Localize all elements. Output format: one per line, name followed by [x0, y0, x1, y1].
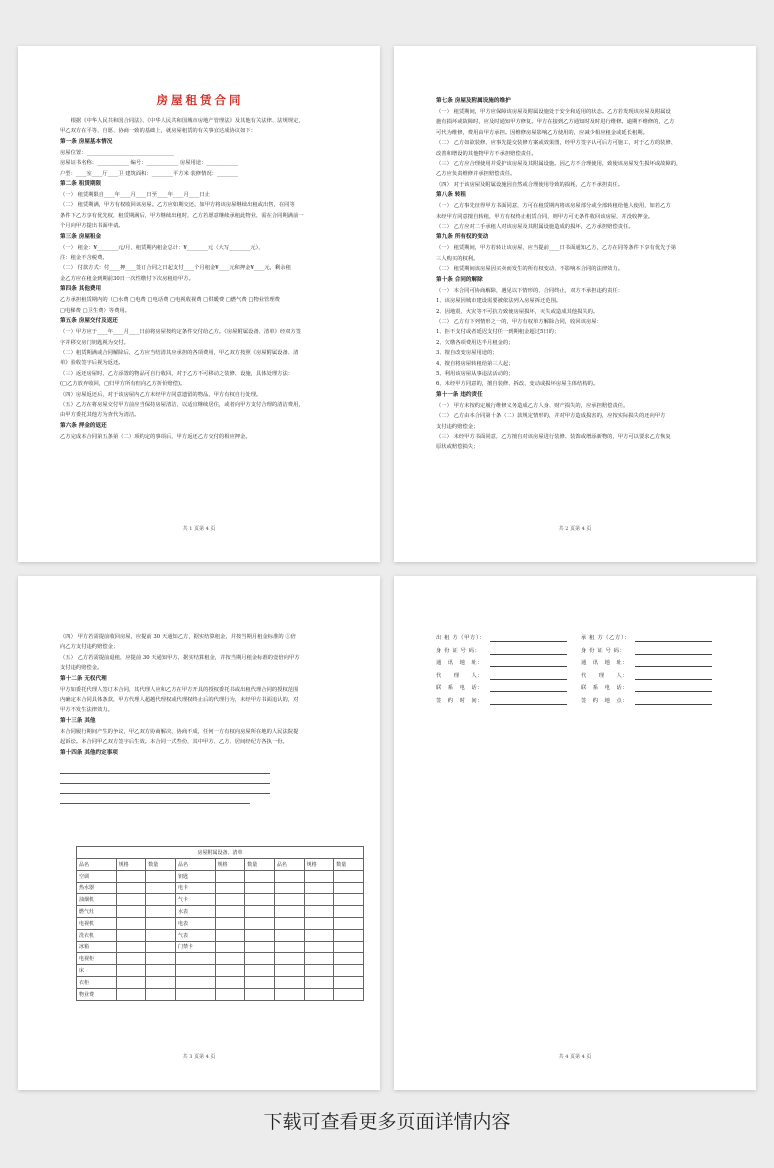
table-cell	[304, 917, 334, 929]
blank-line	[60, 765, 270, 774]
page-3-body	[60, 632, 340, 805]
equipment-table-body	[77, 870, 364, 1000]
body-line: 4、擅自将房屋转租给第三人起；	[436, 360, 514, 367]
table-cell	[116, 917, 146, 929]
body-line: 甲乙双方在平等、自愿、协商一致的基础上，就房屋租赁的有关事宜达成协议如下：	[60, 128, 256, 135]
table-cell	[245, 941, 275, 953]
signature-row	[436, 670, 726, 683]
document-page-3	[18, 576, 380, 1090]
table-row	[77, 941, 364, 953]
table-cell	[245, 965, 275, 977]
table-cell	[215, 976, 245, 988]
body-line: 向乙方支付违约赔偿金；	[60, 644, 119, 651]
body-line: 注：租金不含税费。	[60, 255, 108, 262]
table-cell	[304, 988, 334, 1000]
table-row	[77, 976, 364, 988]
landlord-field	[436, 670, 581, 683]
field-label: 签 约 地 点：	[581, 697, 629, 704]
field-label: 签 约 时 间：	[436, 697, 484, 704]
download-more-prompt[interactable]: 下载可查看更多页面详情内容	[263, 1111, 511, 1133]
table-cell: 电卡	[175, 882, 215, 894]
field-label: 通 讯 地 址：	[581, 660, 629, 667]
table-cell	[245, 906, 275, 918]
section-heading: 第六条 押金的返还	[60, 422, 107, 429]
table-cell	[175, 953, 215, 965]
table-cell: 门禁卡	[175, 941, 215, 953]
body-line: 5、利用该房屋从事违法活动的；	[436, 370, 514, 377]
table-cell: 物业费	[77, 988, 117, 1000]
tenant-field	[581, 632, 726, 645]
column-header: 数量	[245, 859, 275, 871]
table-cell	[334, 882, 364, 894]
section-heading: 第十一条 违约责任	[436, 391, 483, 398]
body-line: 支付违约赔偿金；	[436, 423, 479, 430]
table-cell	[146, 917, 176, 929]
page-3-lines	[60, 632, 340, 759]
section-heading: 第七条 房屋及附属设施的维护	[436, 98, 511, 104]
body-line: 个月向甲方提出书面申请。	[60, 223, 124, 230]
body-line: 单》验收签字后视为返还。	[60, 360, 124, 367]
table-cell	[116, 941, 146, 953]
equipment-header-row	[77, 859, 364, 871]
body-line: 起诉讼。本合同甲乙双方签字后生效。本合同一式叁份，其中甲方、乙方、居间经纪方各执一份。	[60, 739, 288, 746]
table-cell: 水表	[175, 906, 215, 918]
table-cell	[245, 988, 275, 1000]
table-cell	[274, 965, 304, 977]
body-line: 6、未经甲方同意的，擅自装修、拆改、变动或损坏房屋主体结构的。	[436, 381, 599, 388]
body-line: （二） 乙方有下列情形之一的，甲方有权单方解除合同，收回该房屋：	[436, 318, 602, 325]
fill-in-line	[490, 632, 567, 642]
signature-row	[436, 695, 726, 708]
document-page-1	[18, 46, 380, 562]
table-cell	[334, 917, 364, 929]
body-line: （一）甲方应于____年____月____日前将房屋按约定条件交付给乙方。《房屋附属设备、清单》经双方签	[60, 329, 302, 336]
blank-line	[60, 795, 250, 804]
table-cell	[116, 929, 146, 941]
fill-in-line	[490, 695, 567, 705]
body-line: （二） 乙方由本合同第十条（二）款规定情形的，并对甲方造成损害的，应按实际损失的还向甲方	[436, 413, 666, 420]
table-cell	[116, 906, 146, 918]
table-row	[77, 894, 364, 906]
body-line: □电梯费 □卫生费）等费用。	[60, 307, 130, 314]
table-cell	[245, 976, 275, 988]
field-label: 联 系 电 话：	[436, 685, 484, 692]
column-header: 数量	[146, 859, 176, 871]
table-cell: 冰箱	[77, 941, 117, 953]
table-cell	[274, 953, 304, 965]
table-cell	[146, 906, 176, 918]
table-cell	[116, 953, 146, 965]
table-cell	[274, 976, 304, 988]
section-heading: 第十四条 其他约定事项	[60, 749, 118, 756]
body-line: （五）乙方在将房屋交付甲方前应当保持房屋清洁，以适宜继续居住，或者向甲方支付合理的清洁费用，	[60, 401, 304, 408]
body-line: 本合同履行期间产生的争议，甲乙双方协商解决，协商不成，任何一方有权向房屋所在地的人民法院提	[60, 728, 299, 735]
table-cell	[116, 882, 146, 894]
body-line: （四） 甲方若需提前收回房屋，应提前 30 天通知乙方，据实结算租金，并按当期月租金标准的 ①倍	[60, 634, 296, 640]
body-line: （一） 租赁期间，甲方应保障该房屋及附属设施处于安全和适用的状态。乙方若发现该房屋及附属设	[436, 109, 671, 115]
table-row	[77, 917, 364, 929]
page-1-lines	[60, 116, 340, 442]
section-heading: 第一条 房屋基本情况	[60, 138, 113, 145]
table-cell	[304, 894, 334, 906]
body-line: 乙方承担租赁期内的（□水费 □电费 □电话费 □电视收视费 □供暖费 □燃气费 □物业管理费	[60, 297, 280, 304]
section-heading: 第八条 转租	[436, 192, 466, 199]
body-line: 甲方不发生法律效力。	[60, 707, 113, 714]
landlord-field	[436, 645, 581, 658]
body-line: （一） 本合同可协商解除，遇见以下情形的，合同终止，双方不承担违约责任：	[436, 287, 624, 294]
tenant-field	[581, 670, 726, 683]
table-cell	[304, 976, 334, 988]
equipment-list-table	[76, 846, 364, 1001]
column-header: 规格	[116, 859, 146, 871]
body-line: 条件下乙方享有优先权，租赁期满后，甲方继续出租时，乙方若愿意继续承租此物业，需在合同期满前一	[60, 212, 304, 219]
landlord-field	[436, 695, 581, 708]
table-cell: 气表	[175, 929, 215, 941]
section-heading: 第四条 其他费用	[60, 286, 102, 293]
body-line: 2、欠缴各项费用达半月租金的；	[436, 339, 514, 346]
table-cell	[215, 941, 245, 953]
page-3-footer: 共 3 页第 4 页	[182, 1054, 216, 1060]
table-cell	[304, 965, 334, 977]
table-cell	[334, 965, 364, 977]
body-line: 内确定本合同具体条款，甲方代理人超越代理权或代理权终止后的代理行为，未经甲方书面追认的，对	[60, 697, 299, 704]
page-2-footer: 共 2 页第 4 页	[558, 526, 592, 532]
body-line: （二） 乙方如欲装修、应事先提交装修方案或效果图，经甲方签字认可后方可施工，对于乙方的装修、	[436, 140, 677, 147]
body-line: （二） 付款方式：付____押____签订合同之日起支付____个月租金¥____元和押金¥____元，剩余租	[60, 265, 291, 272]
table-cell	[215, 917, 245, 929]
other-terms-blanks	[60, 765, 270, 804]
tenant-field	[581, 645, 726, 658]
body-line: （四） 对于该房屋及附属设施因自然或合理使用导致的损耗，乙方不承担责任。	[436, 181, 624, 188]
body-line: （四）房屋返还后，对于该房屋内乙方未经甲方同意遗留的物品，甲方有权自行处理。	[60, 391, 262, 398]
body-line: 支付违约赔偿金。	[60, 665, 103, 672]
table-cell	[334, 988, 364, 1000]
table-cell: 钥匙	[175, 870, 215, 882]
signature-row	[436, 682, 726, 695]
landlord-field	[436, 682, 581, 695]
table-cell	[334, 929, 364, 941]
table-cell: 空调	[77, 870, 117, 882]
table-row	[77, 953, 364, 965]
table-cell	[274, 870, 304, 882]
page-1-body	[60, 88, 340, 442]
body-line: （一） 租赁期限自____年____月____日至____年____月____日止	[60, 192, 210, 199]
body-line: 1、拒不支付或者延迟支付任一到期租金超过5日的；	[436, 329, 560, 336]
column-header: 规格	[215, 859, 245, 871]
table-cell	[146, 953, 176, 965]
body-line: （一） 租赁期间，甲方若转让该房屋，应当提前____日书面通知乙方，乙方在同等条件下享有优先于第	[436, 245, 677, 252]
page-2-lines	[436, 96, 716, 453]
column-header: 品名	[274, 859, 304, 871]
table-cell: 热水器	[77, 882, 117, 894]
body-line: （三）返还房屋时，乙方添置的物品可自行收回，对于乙方不可移动之装修、设施，具体处理方法：	[60, 370, 294, 377]
field-label: 承 租 方（乙方）：	[581, 635, 631, 641]
table-cell	[245, 953, 275, 965]
field-label: 代 理 人：	[436, 672, 484, 679]
fill-in-line	[635, 695, 712, 705]
table-cell	[304, 941, 334, 953]
table-cell: 电视机	[77, 917, 117, 929]
body-line: 可代为维修，费用由甲方承担。因维修房屋影响乙方使用的，应减少相应租金或延长租期。	[436, 129, 648, 136]
table-row	[77, 870, 364, 882]
section-heading: 第十三条 其他	[60, 717, 96, 724]
column-header: 数量	[334, 859, 364, 871]
field-label: 代 理 人：	[581, 672, 629, 679]
table-cell	[245, 894, 275, 906]
fill-in-line	[635, 670, 712, 680]
table-cell	[116, 894, 146, 906]
equipment-table-caption: 房屋附属设备、清单	[76, 846, 364, 858]
body-line: 由甲方委托其他方为查代为清洁。	[60, 412, 140, 419]
signature-row	[436, 632, 726, 645]
section-heading: 第五条 房屋交付及返还	[60, 318, 118, 325]
section-heading: 第十条 合同的解除	[436, 276, 483, 283]
page-2-body	[436, 96, 716, 453]
body-line: （一） 租金：¥________元/月，租赁期内租金总计：¥________元（大写________元），	[60, 244, 264, 251]
body-line: 1、该房屋因城市建设需要被依法列入房屋拆迁范围。	[436, 298, 562, 305]
document-page-4	[394, 576, 756, 1090]
column-header: 品名	[77, 859, 117, 871]
table-row	[77, 906, 364, 918]
body-line: 3、擅自改变房屋用途的；	[436, 350, 498, 357]
body-line: 房屋证书名称：____________ 编号：____________ 房屋用途：____________	[60, 160, 239, 167]
body-line: (□乙方放弃收回，□归甲方所有但向乙方折价赔偿)。	[60, 381, 186, 388]
body-line: 施有损坏或故障时，应及时通知甲方修复。甲方在接到乙方通知时及时进行维修。逾期不维修的，乙方	[436, 119, 675, 126]
body-line: 字并移交房门钥匙视为交付。	[60, 339, 129, 346]
table-cell	[334, 941, 364, 953]
table-cell	[274, 894, 304, 906]
table-cell: 衣柜	[77, 976, 117, 988]
body-line: （一） 乙方事先征得甲方书面同意，方可在租赁期内将该房屋部分或全部转租给他人使用，如若乙方	[436, 203, 671, 210]
fill-in-line	[490, 645, 567, 655]
body-line: 甲方如委托代理人签订本合同，其代理人应和乙方在甲方开具的授权委托书或出租代理合同的授权范围	[60, 686, 299, 693]
table-cell	[215, 929, 245, 941]
section-heading: 第十二条 无权代理	[60, 675, 107, 682]
body-line: （一） 甲方未按约定履行维修义务造成乙方人身、财产损失的，应承担赔偿责任。	[436, 402, 629, 409]
field-label: 身 份 证 号 码：	[581, 647, 626, 654]
blank-line	[60, 775, 270, 784]
contract-title: 房屋租赁合同	[156, 93, 244, 107]
page-4-footer: 共 4 页第 4 页	[558, 1054, 592, 1060]
table-cell	[116, 965, 146, 977]
table-cell	[334, 870, 364, 882]
table-cell	[175, 988, 215, 1000]
body-line: 房屋位置：_________________________________	[60, 149, 174, 156]
blank-line	[60, 785, 270, 794]
table-cell	[334, 976, 364, 988]
table-cell	[334, 953, 364, 965]
table-cell	[274, 917, 304, 929]
table-row	[77, 929, 364, 941]
table-cell	[175, 976, 215, 988]
table-cell	[274, 929, 304, 941]
table-cell	[304, 953, 334, 965]
table-cell	[274, 988, 304, 1000]
table-cell: 燃气灶	[77, 906, 117, 918]
body-line: （二） 租赁期满，甲方有权收回该房屋。乙方应如期交还。如甲方将该房屋继续出租或出售，在同等	[60, 202, 295, 209]
fill-in-line	[490, 657, 567, 667]
section-heading: 第九条 所有权的变动	[436, 234, 489, 241]
table-cell	[215, 906, 245, 918]
table-cell	[274, 906, 304, 918]
body-line: 三人购买的权利。	[436, 255, 479, 262]
table-cell	[116, 870, 146, 882]
tenant-field	[581, 695, 726, 708]
body-line: 2、因地震、火灾等不可抗力致使房屋损坏，灭失或造成其他损失的。	[436, 308, 599, 315]
signature-row	[436, 645, 726, 658]
table-cell	[215, 953, 245, 965]
body-line: （二）租赁期满或合同解除后，乙方应当结清其应承担的各项费用，甲乙双方按照《房屋附属设备、清	[60, 349, 299, 356]
signature-row	[436, 657, 726, 670]
table-cell	[116, 976, 146, 988]
table-cell	[304, 882, 334, 894]
body-line: 金乙方应在租金到期前30日一次性缴付下次房租给甲方。	[60, 275, 194, 282]
column-header: 品名	[175, 859, 215, 871]
landlord-field	[436, 632, 581, 645]
signature-block	[436, 632, 726, 708]
table-cell	[215, 894, 245, 906]
table-row	[77, 882, 364, 894]
body-line: 未经甲方同意擅自转租，甲方有权终止租赁合同，则甲方可无条件收回该房屋，并没收押金。	[436, 213, 654, 220]
table-cell	[215, 870, 245, 882]
body-line: 改善和增设的其他物甲方不承担赔偿责任。	[436, 150, 537, 157]
table-cell: 电表	[175, 917, 215, 929]
table-cell	[215, 965, 245, 977]
table-cell	[274, 882, 304, 894]
table-cell	[146, 941, 176, 953]
table-cell	[245, 882, 275, 894]
body-line: 根据《中华人民共和国合同法》、《中华人民共和国城市房地产管理法》及其他有关法律、法规规定，	[60, 118, 304, 124]
table-cell: 电视柜	[77, 953, 117, 965]
table-cell	[146, 988, 176, 1000]
table-row	[77, 965, 364, 977]
tenant-field	[581, 657, 726, 670]
table-cell: 洗衣机	[77, 929, 117, 941]
body-line: （三） 未经甲方书面同意，乙方擅自对该房屋进行装修、装饰或增添新物的，甲方可以要求乙方恢复	[436, 433, 671, 440]
table-cell	[304, 929, 334, 941]
table-cell: 床	[77, 965, 117, 977]
table-cell: 气卡	[175, 894, 215, 906]
table-cell: 油烟机	[77, 894, 117, 906]
table-cell	[274, 941, 304, 953]
table-cell	[245, 929, 275, 941]
table-cell	[146, 976, 176, 988]
table-cell	[215, 988, 245, 1000]
table-cell	[146, 870, 176, 882]
field-label: 身 份 证 号 码：	[436, 647, 481, 654]
fill-in-line	[635, 682, 712, 692]
table-cell	[146, 965, 176, 977]
table-cell	[146, 929, 176, 941]
table-cell	[116, 988, 146, 1000]
fill-in-line	[490, 682, 567, 692]
body-line: 原状或赔偿损失；	[436, 444, 479, 451]
body-line: （五） 乙方若需提前退租，应提前 30 天通知甲方，据实结算租金，并按当期月租金标准的壹倍向甲方	[60, 654, 300, 661]
table-row	[77, 988, 364, 1000]
document-page-2	[394, 46, 756, 562]
fill-in-line	[635, 657, 712, 667]
page-1-footer: 共 1 页第 4 页	[182, 526, 216, 532]
table-cell	[334, 894, 364, 906]
tenant-field	[581, 682, 726, 695]
table-cell	[215, 882, 245, 894]
body-line: 乙方完成本合同第五条第（二）项约定的事项后，甲方返还乙方交付的相应押金。	[60, 433, 251, 440]
table-cell	[245, 917, 275, 929]
table-cell	[334, 906, 364, 918]
table-cell	[146, 882, 176, 894]
table-cell	[146, 894, 176, 906]
fill-in-line	[490, 670, 567, 680]
section-heading: 第三条 房屋租金	[60, 233, 102, 240]
table-cell	[304, 906, 334, 918]
body-line: 户型：____室____厅____卫 建筑面积：________平方米 装修情况：________	[60, 170, 239, 177]
column-header: 规格	[304, 859, 334, 871]
fill-in-line	[635, 645, 712, 655]
table-cell	[245, 870, 275, 882]
section-heading: 第二条 租赁期限	[60, 181, 102, 188]
fill-in-line	[635, 632, 712, 642]
landlord-field	[436, 657, 581, 670]
body-line: （二） 租赁期间该房屋因买卖而发生的所有权变动，不影响本合同的法律效力。	[436, 266, 624, 273]
body-line: 乙方应负责维修并承担赔偿责任。	[436, 171, 516, 178]
table-cell	[304, 870, 334, 882]
field-label: 通 讯 地 址：	[436, 660, 484, 667]
body-line: （三） 乙方应合理使用并爱护该房屋及其附属设施。因乙方不合理使用，致使该房屋发生损坏或故障的，	[436, 161, 682, 168]
body-line: （二） 乙方应对二手承租人对该房屋及其附属设施造成的损坏，乙方承担赔偿责任。	[436, 224, 634, 231]
field-label: 联 系 电 话：	[581, 685, 629, 692]
table-cell	[175, 965, 215, 977]
field-label: 出 租 方（甲方）：	[436, 635, 486, 641]
